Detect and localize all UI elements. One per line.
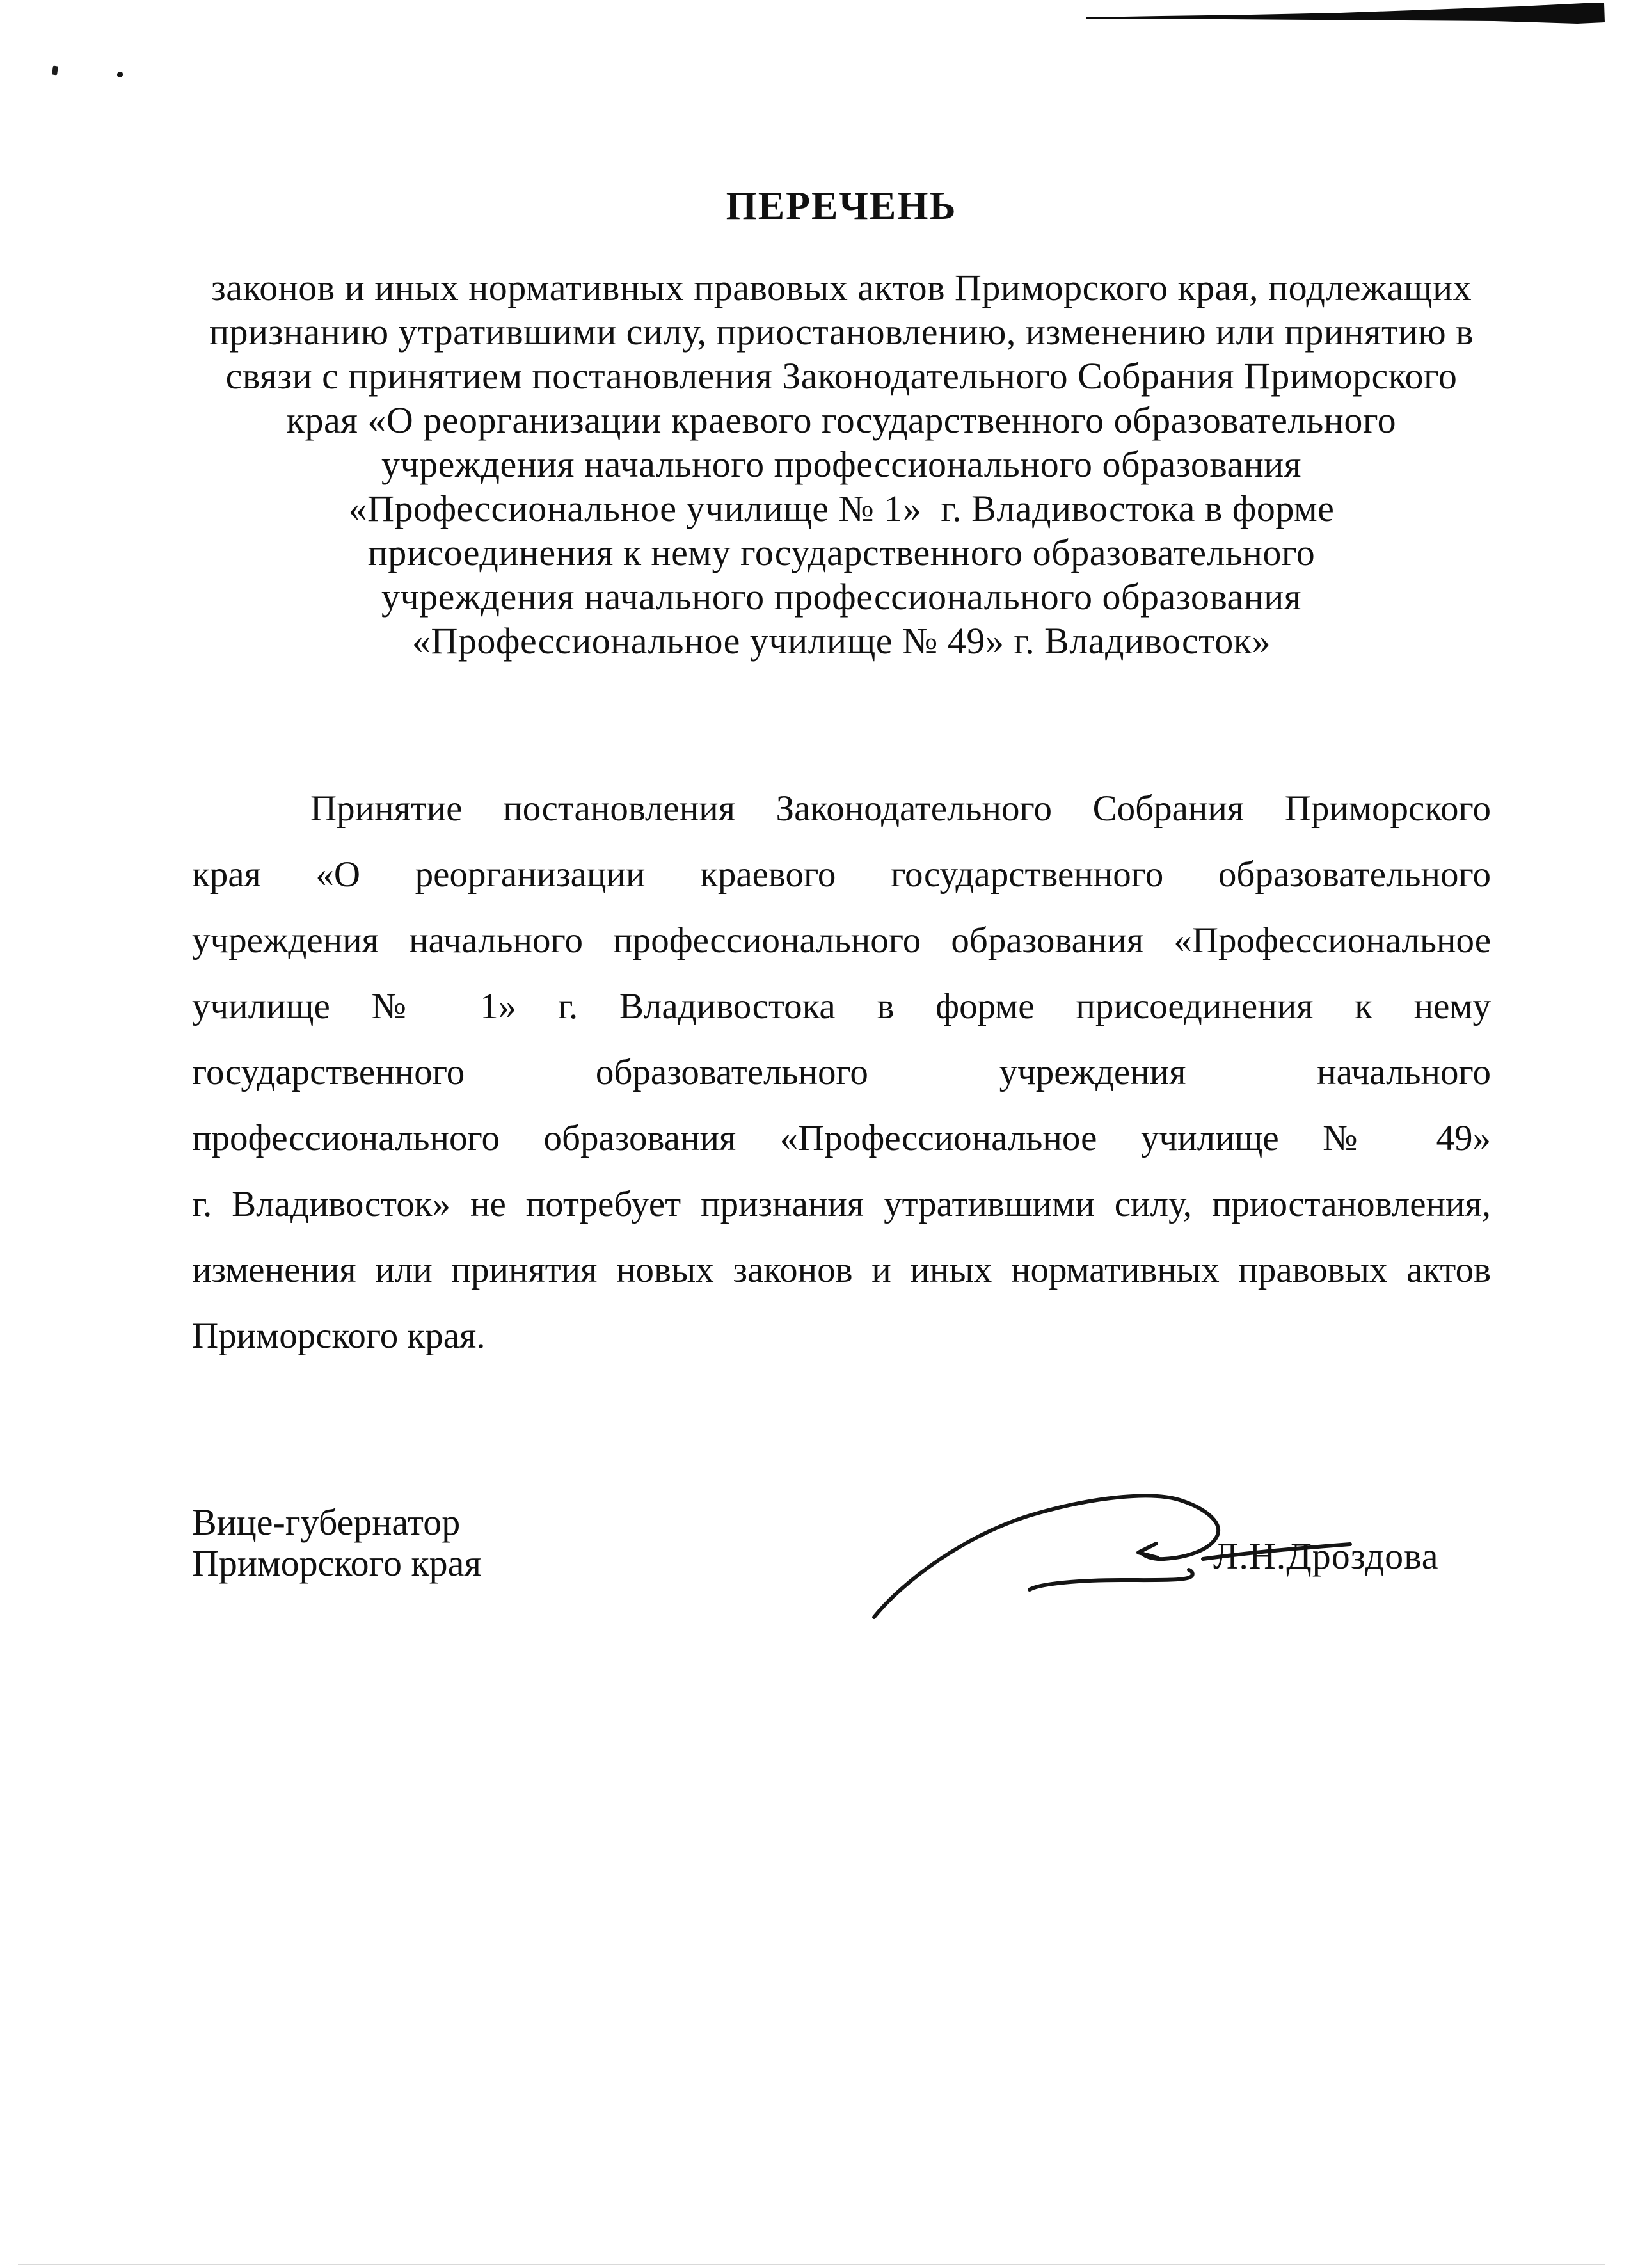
signatory-position-line2: Приморского края	[192, 1542, 482, 1584]
body-line-2: учреждения начального профессионального образования «Профессиональное	[192, 920, 1491, 961]
handwritten-signature-stroke	[845, 1440, 1548, 1670]
document-title: ПЕРЕЧЕНЬ	[726, 184, 957, 228]
body-line-5: профессионального образования «Профессиональное училище № 49»	[192, 1118, 1491, 1158]
body-line-7: изменения или принятия новых законов и иных нормативных правовых актов	[192, 1250, 1491, 1290]
signatory-position-line1: Вице-губернатор	[192, 1501, 461, 1543]
document-subtitle	[192, 266, 1491, 663]
signatory-position-block	[192, 1502, 768, 1584]
subtitle-line-8: «Профессиональное училище № 49» г. Владивосток»	[412, 620, 1271, 662]
subtitle-line-2: связи с принятием постановления Законодательного Собрания Приморского	[225, 355, 1458, 397]
body-line-3: училище № 1» г. Владивостока в форме присоединения к нему	[192, 986, 1491, 1026]
subtitle-line-5: «Профессиональное училище № 1» г. Владивостока в форме	[348, 488, 1335, 529]
subtitle-line-0: законов и иных нормативных правовых актов Приморского края, подлежащих	[211, 267, 1472, 308]
body-line-0: Принятие постановления Законодательного Собрания Приморского	[310, 788, 1491, 829]
dust-speck-artifact	[52, 66, 58, 76]
body-line-6: г. Владивосток» не потребует признания утратившими силу, приостановления,	[192, 1184, 1491, 1224]
body-line-1: края «О реорганизации краевого государственного образовательного	[192, 854, 1491, 895]
dust-speck-artifact	[117, 72, 123, 77]
signatory-name: Л.Н.Дроздова	[1213, 1535, 1439, 1577]
body-line-8: Приморского края.	[192, 1316, 486, 1356]
subtitle-line-4: учреждения начального профессионального образования	[381, 443, 1301, 485]
subtitle-line-7: учреждения начального профессионального образования	[381, 576, 1301, 618]
subtitle-line-6: присоединения к нему государственного образовательного	[367, 532, 1316, 573]
scan-streak-artifact	[1085, 1, 1606, 26]
body-line-4: государственного образовательного учреждения начального	[192, 1052, 1491, 1092]
subtitle-line-3: края «О реорганизации краевого государственного образовательного	[286, 399, 1397, 441]
body-paragraph	[192, 776, 1491, 1369]
scan-edge-artifact	[18, 2264, 1605, 2265]
subtitle-line-1: признанию утратившими силу, приостановлению, изменению или принятию в	[209, 311, 1474, 353]
